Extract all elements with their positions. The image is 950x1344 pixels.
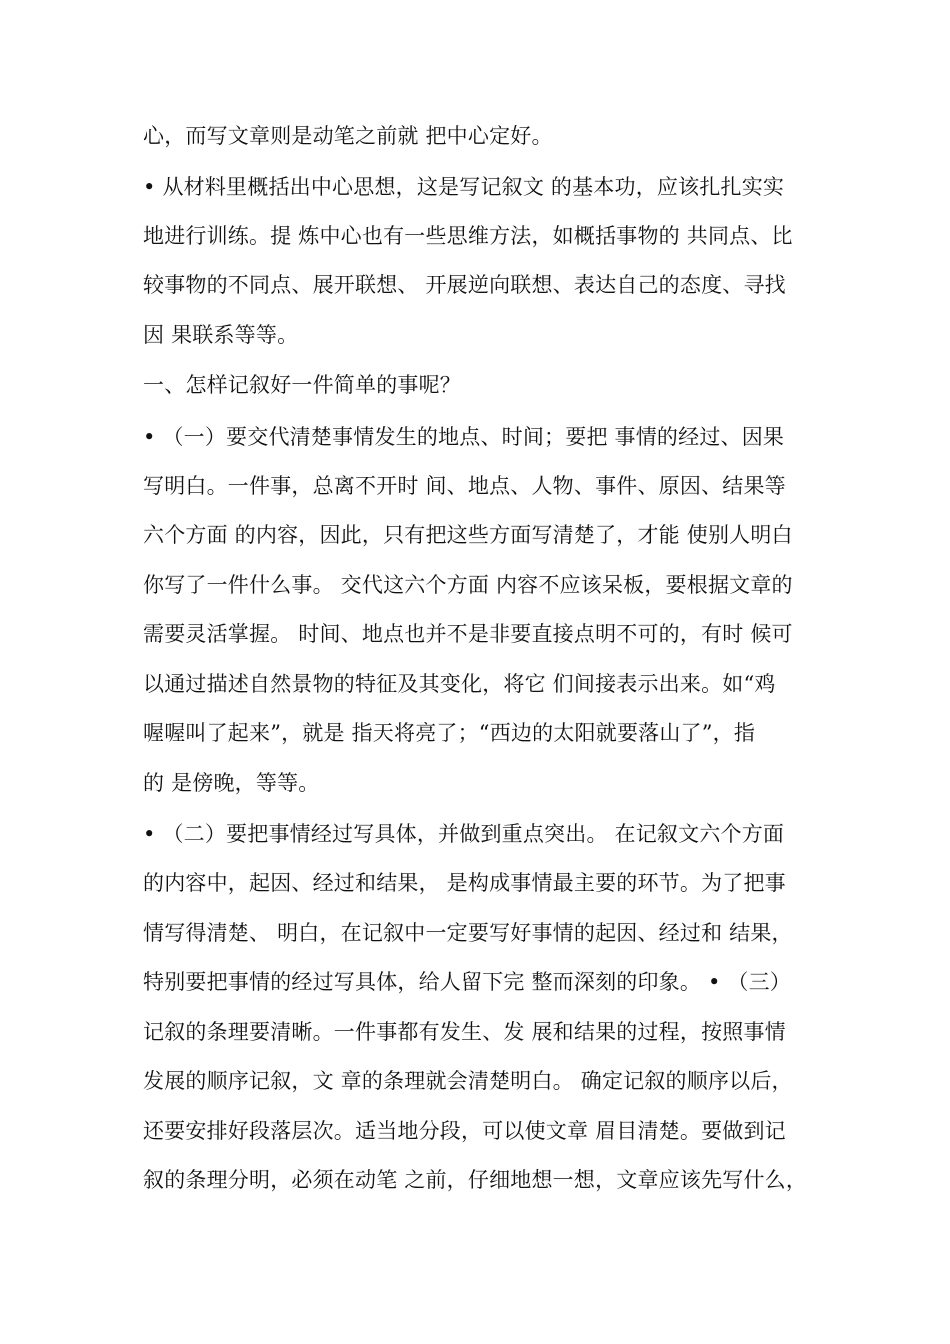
text-line: 发展的顺序记叙，文 章的条理就会清楚明白。 确定记叙的顺序以后， xyxy=(143,1069,793,1093)
text-line: 的内容中，起因、经过和结果， 是构成事情最主要的环节。为了把事 xyxy=(143,871,786,895)
text-line: 地进行训练。提 炼中心也有一些思维方法，如概括事物的 共同点、比 xyxy=(143,224,793,248)
text-line: 特别要把事情的经过写具体，给人留下完 整而深刻的印象。 • （三） xyxy=(143,970,792,994)
text-line: 需要灵活掌握。 时间、地点也并不是非要直接点明不可的，有时 候可 xyxy=(143,622,793,646)
text-line: 心，而写文章则是动笔之前就 把中心定好。 xyxy=(143,124,553,148)
text-line: 以通过描述自然景物的特征及其变化，将它 们间接表示出来。如“鸡 xyxy=(143,672,776,696)
text-line: • （一）要交代清楚事情发生的地点、时间；要把 事情的经过、因果 xyxy=(143,425,785,449)
text-line: 情写得清楚、 明白，在记叙中一定要写好事情的起因、经过和 结果， xyxy=(143,921,793,945)
text-line: 六个方面 的内容，因此，只有把这些方面写清楚了，才能 使别人明白 xyxy=(143,523,793,547)
text-line: 还要安排好段落层次。适当地分段，可以使文章 眉目清楚。要做到记 xyxy=(143,1119,786,1143)
text-line: 因 果联系等等。 xyxy=(143,323,299,347)
text-line: 喔喔叫了起来”，就是 指天将亮了；“西边的太阳就要落山了”，指 xyxy=(143,721,756,745)
text-line: • 从材料里概括出中心思想，这是写记叙文 的基本功，应该扎扎实实 xyxy=(143,175,785,199)
text-line: 写明白。一件事，总离不开时 间、地点、人物、事件、原因、结果等 xyxy=(143,474,786,498)
section-heading: 一、怎样记叙好一件简单的事呢？ xyxy=(143,373,461,397)
text-line: • （二）要把事情经过写具体，并做到重点突出。 在记叙文六个方面 xyxy=(143,822,785,846)
text-line: 较事物的不同点、展开联想、 开展逆向联想、表达自己的态度、寻找 xyxy=(143,273,786,297)
text-line: 你写了一件什么事。 交代这六个方面 内容不应该呆板，要根据文章的 xyxy=(143,573,793,597)
text-line: 的 是傍晚，等等。 xyxy=(143,771,320,795)
text-line: 记叙的条理要清晰。一件事都有发生、发 展和结果的过程，按照事情 xyxy=(143,1020,786,1044)
text-line: 叙的条理分明，必须在动笔 之前，仔细地想一想，文章应该先写什么， xyxy=(143,1168,808,1192)
